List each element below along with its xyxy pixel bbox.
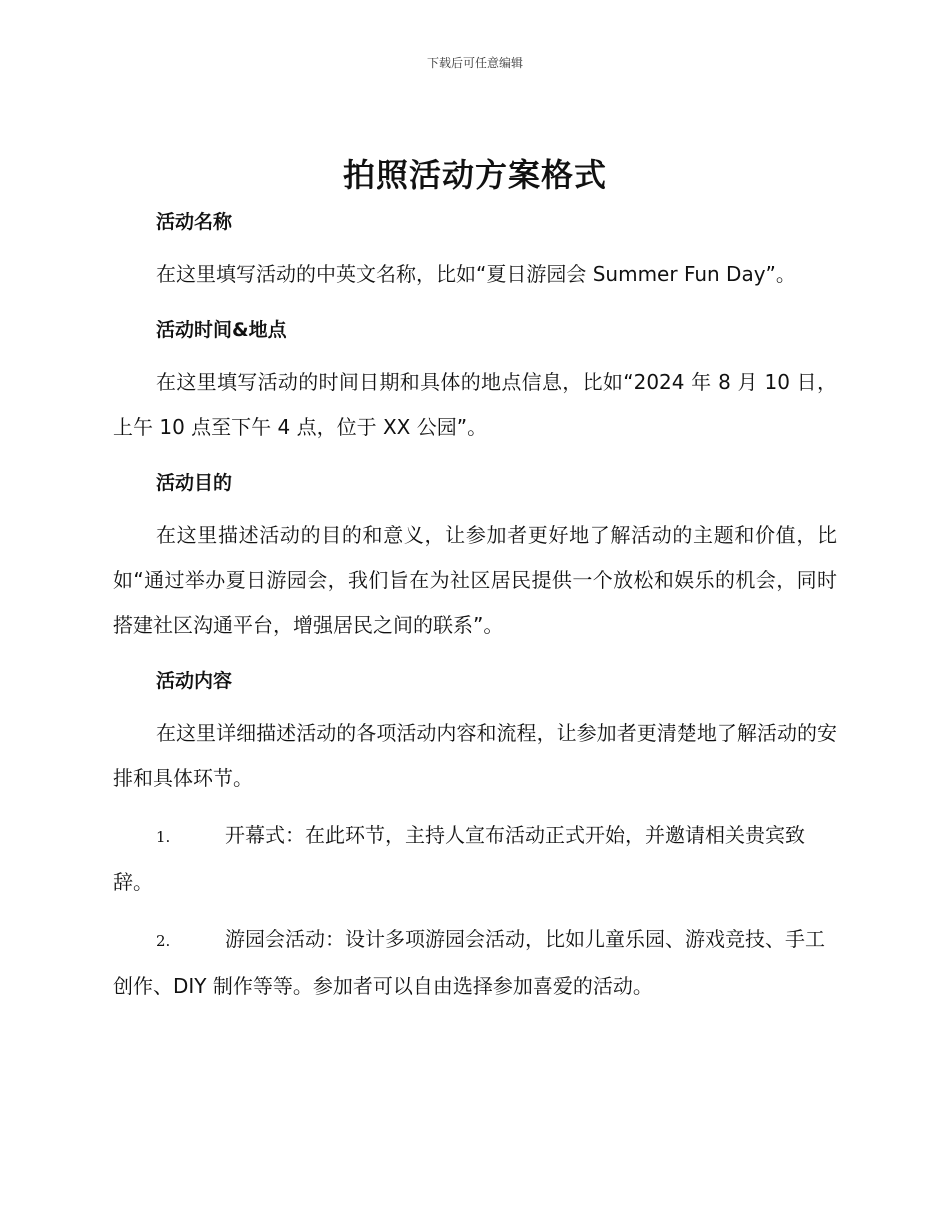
section-heading-purpose: 活动目的 bbox=[156, 472, 233, 494]
list-item-text: 游园会活动：设计多项游园会活动，比如儿童乐园、游戏竞技、手工创作、DIY 制作等等。参加者可以自由选择参加喜爱的活动。 bbox=[113, 927, 825, 998]
section-body-activity-name: 在这里填写活动的中英文名称，比如“夏日游园会 Summer Fun Day”。 bbox=[156, 262, 796, 286]
list-item-number: 2. bbox=[156, 932, 171, 950]
section-heading-activity-name: 活动名称 bbox=[156, 211, 233, 233]
list-item-text: 开幕式：在此环节，主持人宣布活动正式开始，并邀请相关贵宾致辞。 bbox=[113, 823, 805, 894]
list-item-number: 1. bbox=[156, 828, 171, 846]
list-item bbox=[113, 813, 837, 905]
header-note: 下载后可任意编辑 bbox=[426, 56, 523, 70]
section-heading-content: 活动内容 bbox=[156, 670, 233, 692]
list-item bbox=[113, 917, 837, 1009]
section-heading-time-location: 活动时间&地点 bbox=[156, 319, 287, 341]
section-body-content: 在这里详细描述活动的各项活动内容和流程，让参加者更清楚地了解活动的安排和具体环节。 bbox=[113, 721, 837, 790]
section-body-time-location: 在这里填写活动的时间日期和具体的地点信息，比如“2024 年 8 月 10 日，上午 10 点至下午 4 点，位于 XX 公园”。 bbox=[113, 370, 837, 439]
document-title: 拍照活动方案格式 bbox=[342, 156, 607, 194]
document-body bbox=[113, 204, 837, 1009]
section-body-purpose: 在这里描述活动的目的和意义，让参加者更好地了解活动的主题和价值，比如“通过举办夏日游园会，我们旨在为社区居民提供一个放松和娱乐的机会，同时搭建社区沟通平台，增强居民之间的联系”。 bbox=[113, 523, 837, 637]
